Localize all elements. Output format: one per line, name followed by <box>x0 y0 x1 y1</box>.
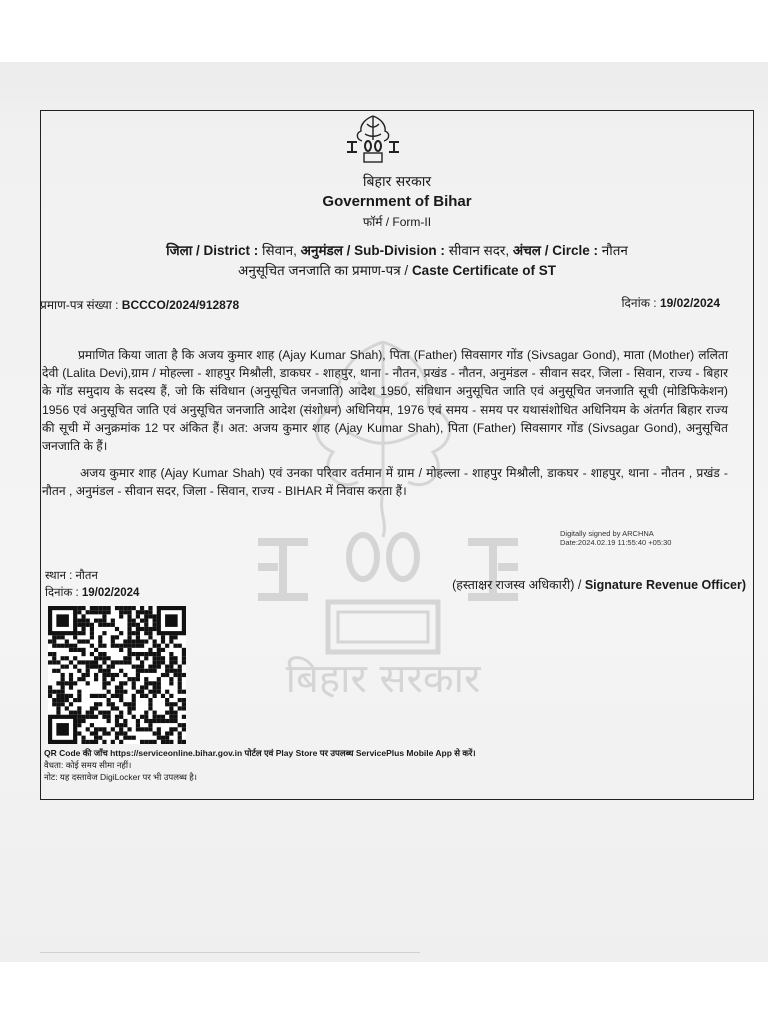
lower-white-area <box>0 962 768 1024</box>
form-label: फॉर्म / Form-II <box>362 215 432 229</box>
watermark-text: बिहार सरकार <box>285 656 481 702</box>
certificate-body-paragraph-1: प्रमाणित किया जाता है कि अजय कुमार शाह (Ajay Kumar Shah), पिता (Father) सिवसागर गोंड (Sivsagar Gond), माता (Mother) ललिता देवी (Lalita Devi),ग्राम / मोहल्ला - शाहपुर मिश्रौली, डाकघर - शाहपुर, थाना - नौतन, प्रखंड - नौतन, अनुमंडल - सीवान सदर, जिला - सिवान, राज्य - बिहार के गोंड समुदाय के सदस्य हैं, जो कि संविधान (अनुसूचित जनजाति) आदेश 1950, संविधान अनुसूचित जाति एवं अनुसूचित जनजाति सूची (मोडिफिकेशन) 1956 एवं अनुसूचित जाति एवं अनुसूचित जनजाति आदेश (संशोधन) अधिनियम, 1976 एवं समय - समय पर यथासंशोधित अधिनियम के अंतर्गत बिहार राज्य की सूची में अनुक्रमांक 12 पर अंकित हैं। अत: अजय कुमार शाह (Ajay Kumar Shah), पिता (Father) सिवसागर गोंड (Sivsagar Gond), अनुसूचित जनजाति के हैं। <box>42 348 728 454</box>
top-white-band <box>0 0 768 62</box>
subdivision-label: अनुमंडल / Sub-Division : <box>300 243 445 258</box>
digilocker-note: नोट: यह दस्तावेज DigiLocker पर भी उपलब्ध है। <box>44 772 197 782</box>
certificate-date <box>621 294 720 311</box>
issue-date-value: 19/02/2024 <box>81 587 140 599</box>
certificate-title-english: Caste Certificate of ST <box>411 263 556 278</box>
certificate-number-label: प्रमाण-पत्र संख्या : <box>40 298 119 312</box>
certificate-title-hindi: अनुसूचित जनजाति का प्रमाण-पत्र / <box>238 263 409 278</box>
qr-code-icon[interactable] <box>48 606 186 744</box>
govt-name-english: Government of Bihar <box>322 193 472 210</box>
signature-hindi: (हस्ताक्षर राजस्व अधिकारी) / <box>452 578 582 592</box>
certificate-number-value: BCCCO/2024/912878 <box>121 298 240 312</box>
certificate-date-value: 19/02/2024 <box>659 296 720 310</box>
circle-value: नौतन <box>601 243 628 258</box>
digital-signature-line-2: Date:2024.02.19 11:55:40 +05:30 <box>560 538 672 547</box>
signature-english: Signature Revenue Officer) <box>584 578 746 592</box>
signature-revenue-officer <box>452 576 746 593</box>
digital-signature-line-1: Digitally signed by ARCHNA <box>560 529 654 538</box>
certificate-number <box>40 296 239 313</box>
certificate-date-label: दिनांक : <box>621 296 657 310</box>
place <box>45 568 98 583</box>
circle-label: अंचल / Circle : <box>512 243 598 258</box>
qr-verification-note: QR Code की जाँच https://serviceonline.bihar.gov.in पोर्टल एवं Play Store पर उपलब्ध ServicePlus Mobile App से करें। <box>44 748 476 758</box>
district-label: जिला / District : <box>166 243 259 258</box>
fold-line <box>40 952 420 953</box>
place-label: स्थान : <box>45 570 73 582</box>
govt-name-hindi: बिहार सरकार <box>362 174 432 190</box>
certificate-body-paragraph-2: अजय कुमार शाह (Ajay Kumar Shah) एवं उनका परिवार वर्तमान में ग्राम / मोहल्ला - शाहपुर मिश्रौली, डाकघर - शाहपुर, थाना - नौतन , प्रखंड - नौतन , अनुमंडल - सीवान सदर, जिला - सिवान, राज्य - BIHAR में निवास करता हैं। <box>42 466 728 499</box>
issue-date <box>45 585 139 600</box>
bihar-emblem-icon <box>343 112 403 164</box>
digital-signature <box>560 529 671 547</box>
certificate-title <box>40 261 754 279</box>
place-value: नौतन <box>75 570 98 582</box>
district-line <box>40 241 754 259</box>
validity-note: वैधता: कोई समय सीमा नहीं। <box>44 760 132 770</box>
subdivision-value: सीवान सदर, <box>448 243 510 258</box>
district-value: सिवान, <box>262 243 297 258</box>
issue-date-label: दिनांक : <box>45 587 79 599</box>
